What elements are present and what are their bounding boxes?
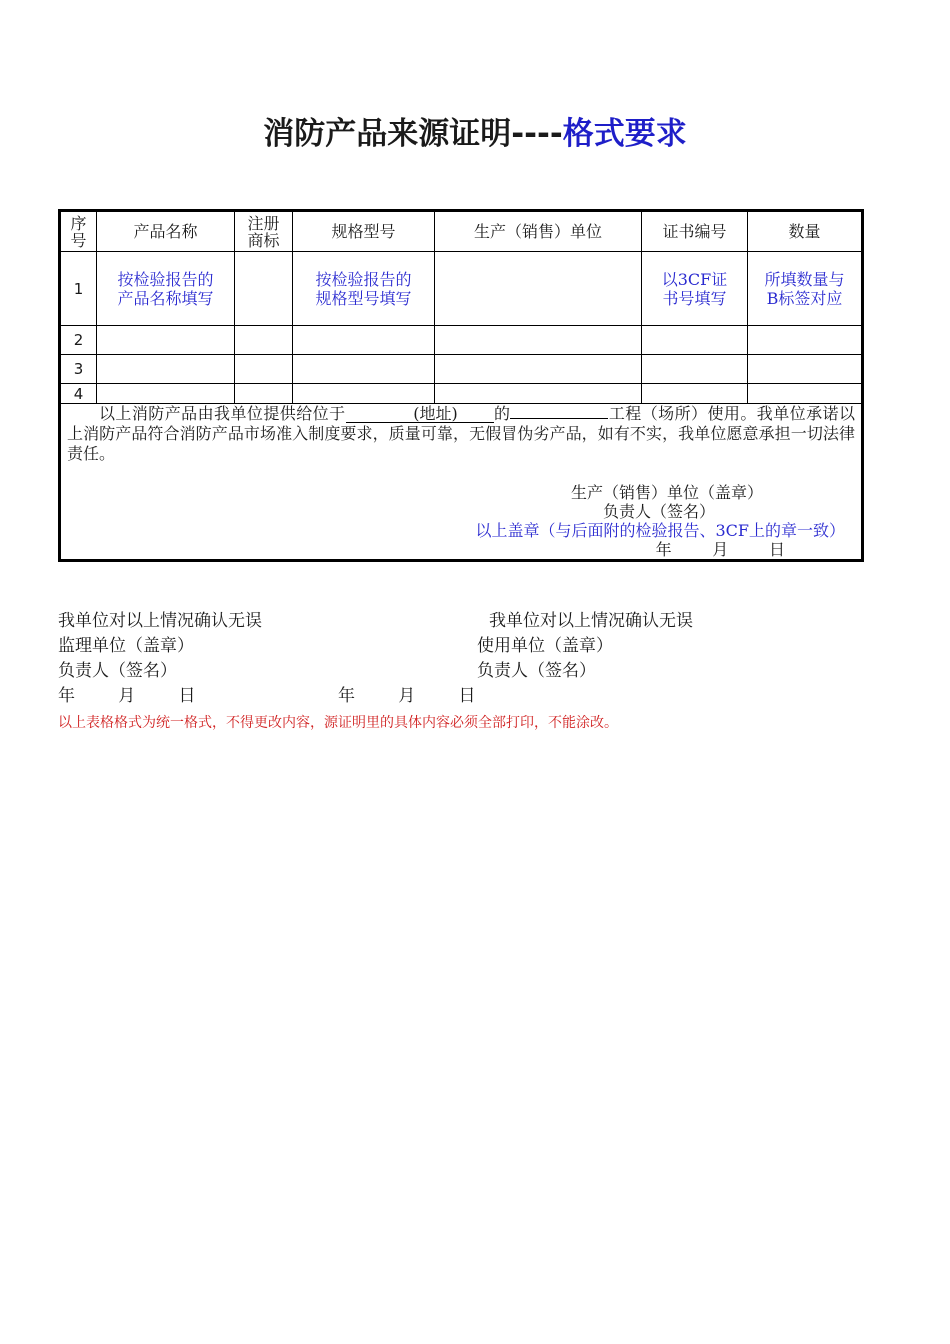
cell-qty[interactable] (748, 384, 863, 404)
header-maker: 生产（销售）单位 (435, 211, 642, 252)
cell-name[interactable] (97, 384, 235, 404)
cell-trademark[interactable] (235, 252, 293, 326)
left-date: 年 月 日 (58, 686, 196, 706)
sig-person: 负责人（签名） (602, 502, 715, 521)
cell-cert[interactable] (642, 384, 748, 404)
cell-model[interactable]: 按检验报告的 规格型号填写 (293, 252, 435, 326)
cell-model[interactable] (293, 326, 435, 355)
cell-model[interactable] (293, 355, 435, 384)
left-confirm: 我单位对以上情况确认无误 (58, 611, 262, 631)
title-main: 消防产品来源证明---- (263, 116, 563, 152)
cell-trademark[interactable] (235, 355, 293, 384)
left-person: 负责人（签名） (58, 661, 177, 681)
table-row (60, 326, 863, 355)
seal-note: 以上盖章（与后面附的检验报告、3CF上的章一致） (475, 521, 845, 540)
cell-model[interactable] (293, 384, 435, 404)
table-row (60, 252, 863, 326)
cell-trademark[interactable] (235, 384, 293, 404)
cell-cert[interactable] (642, 355, 748, 384)
right-person: 负责人（签名） (477, 661, 596, 681)
project-blank[interactable] (510, 418, 608, 419)
right-confirm: 我单位对以上情况确认无误 (489, 611, 693, 631)
header-qty: 数量 (748, 211, 863, 252)
cell-qty[interactable] (748, 355, 863, 384)
cell-cert[interactable]: 以3CF证 书号填写 (642, 252, 748, 326)
header-seq: 序 号 (60, 211, 97, 252)
address-blank[interactable]: (地址) (346, 405, 494, 423)
cell-maker[interactable] (435, 355, 642, 384)
cell-maker[interactable] (435, 326, 642, 355)
cell-name[interactable]: 按检验报告的 产品名称填写 (97, 252, 235, 326)
sig-unit: 生产（销售）单位（盖章） (570, 483, 763, 502)
table-row (60, 355, 863, 384)
cell-cert[interactable] (642, 326, 748, 355)
sig-date: 年 月 日 (655, 540, 785, 559)
statement-row (60, 404, 863, 561)
row-index: 3 (60, 355, 97, 384)
row-index: 4 (60, 384, 97, 404)
left-unit: 监理单位（盖章） (58, 636, 194, 656)
header-trademark: 注册 商标 (235, 211, 293, 252)
format-note: 以上表格格式为统一格式，不得更改内容，源证明里的具体内容必须全部打印，不能涂改。 (58, 715, 618, 731)
cell-qty[interactable]: 所填数量与 B标签对应 (748, 252, 863, 326)
statement-cell (60, 404, 863, 561)
cell-qty[interactable] (748, 326, 863, 355)
cell-maker[interactable] (435, 384, 642, 404)
cell-name[interactable] (97, 326, 235, 355)
row-index: 2 (60, 326, 97, 355)
cell-maker[interactable] (435, 252, 642, 326)
cell-trademark[interactable] (235, 326, 293, 355)
statement-text: 以上消防产品由我单位提供给位于 (地址) 的 工程（场所）使用。我单位承诺以上消防产品符合消防产品市场准入制度要求，质量可靠，无假冒伪劣产品，如有不实，我单位愿意承担一切法律责任。 (67, 404, 855, 463)
right-unit: 使用单位（盖章） (477, 636, 613, 656)
right-date: 年 月 日 (338, 686, 476, 706)
page-title (0, 112, 950, 156)
product-source-table (58, 209, 864, 562)
header-cert: 证书编号 (642, 211, 748, 252)
header-model: 规格型号 (293, 211, 435, 252)
title-accent: 格式要求 (562, 116, 687, 152)
cell-name[interactable] (97, 355, 235, 384)
row-index: 1 (60, 252, 97, 326)
signature-block (67, 483, 855, 559)
table-row (60, 384, 863, 404)
table-header-row (60, 211, 863, 252)
header-name: 产品名称 (97, 211, 235, 252)
